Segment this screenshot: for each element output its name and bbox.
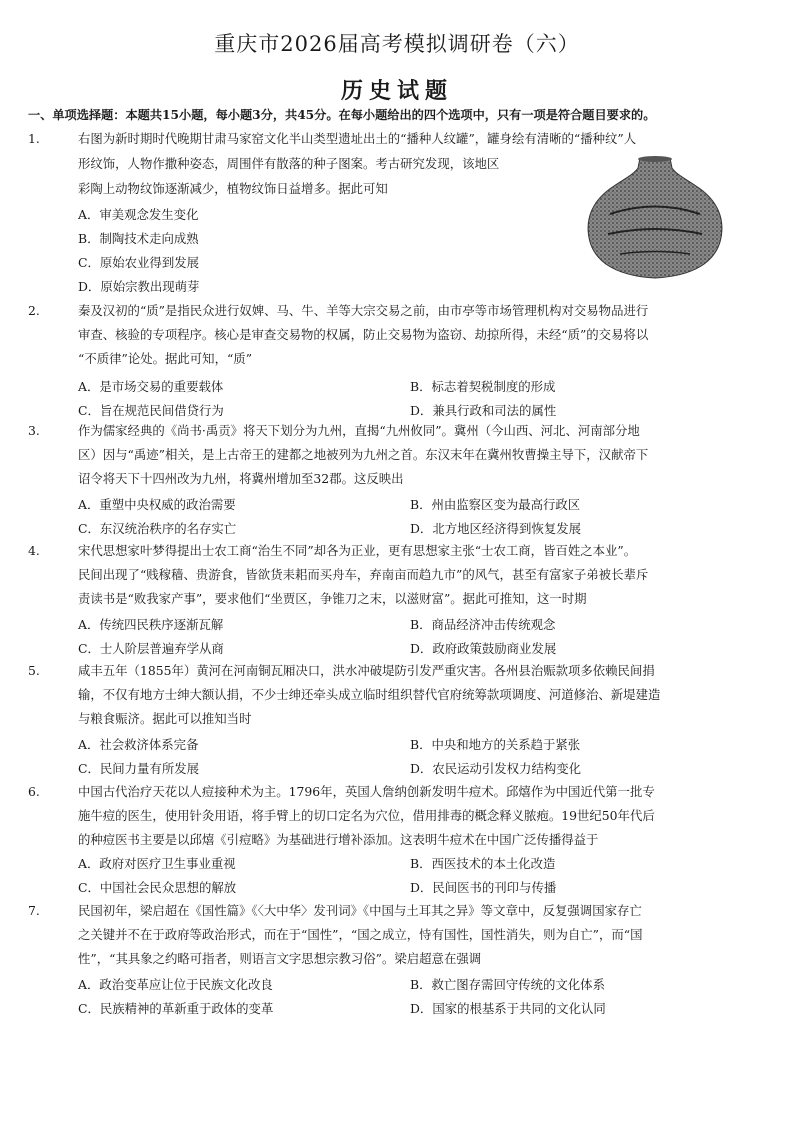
option-c[interactable]: C．东汉统治秩序的名存实亡: [78, 521, 237, 536]
option-a[interactable]: A．审美观念发生变化: [78, 207, 199, 222]
question-text-line: 区）因与“禹迹”相关，是上古帝王的建都之地被列为九州之首。东汉末年在冀州牧曹操主导下，汉献帝下: [78, 447, 649, 462]
question-text-line: 诏令将天下十四州改为九州，将冀州增加至32郡。这反映出: [78, 471, 404, 486]
question-3: [28, 419, 788, 535]
painted-pottery-jar-image: [580, 154, 730, 284]
question-6: [28, 780, 788, 896]
question-number: 2.: [28, 303, 40, 318]
question-text-line: 宋代思想家叶梦得提出士农工商“治生不同”却各为正业，更有思想家主张“士农工商，皆百姓之本业”。: [78, 543, 637, 558]
option-a[interactable]: A．传统四民秩序逐渐瓦解: [78, 617, 224, 632]
question-text-line: 审查、核验的专项程序。核心是审查交易物的权属，防止交易物为盗窃、劫掠所得，未经“质”的交易将以: [78, 327, 649, 342]
question-text-line: 秦及汉初的“质”是指民众进行奴婢、马、牛、羊等大宗交易之前，由市亭等市场管理机构对交易物品进行: [78, 303, 649, 318]
option-b[interactable]: B．州由监察区变为最高行政区: [410, 497, 581, 512]
option-a[interactable]: A．是市场交易的重要载体: [78, 379, 224, 394]
option-d[interactable]: D．农民运动引发权力结构变化: [410, 761, 582, 776]
option-d[interactable]: D．原始宗教出现萌芽: [78, 279, 200, 294]
question-text-line: 的种痘医书主要是以邱熺《引痘略》为基础进行增补添加。这表明牛痘术在中国广泛传播得益于: [78, 832, 599, 847]
option-c[interactable]: C．原始农业得到发展: [78, 255, 199, 270]
option-b[interactable]: B．中央和地方的关系趋于紧张: [410, 737, 581, 752]
option-b[interactable]: B．标志着契税制度的形成: [410, 379, 556, 394]
question-number: 6.: [28, 784, 40, 799]
question-number: 3.: [28, 423, 40, 438]
option-a[interactable]: A．社会救济体系完备: [78, 737, 199, 752]
section-heading: 一、单项选择题：本题共15小题，每小题3分，共45分。在每小题给出的四个选项中，只有一项是符合题目要求的。: [28, 108, 656, 122]
question-text-line: 民间出现了“贱稼穑、贵游食，皆欲货耒耜而买舟车，弃南亩而趋九市”的风气，甚至有富家子弟被长辈斥: [78, 567, 649, 582]
option-b[interactable]: B．西医技术的本土化改造: [410, 856, 556, 871]
option-d[interactable]: D．国家的根基系于共同的文化认同: [410, 1001, 606, 1016]
question-number: 1.: [28, 131, 40, 146]
subject-title: 历史试题: [340, 78, 453, 104]
option-c[interactable]: C．士人阶层普遍弃学从商: [78, 641, 224, 656]
option-c[interactable]: C．民族精神的革新重于政体的变革: [78, 1001, 274, 1016]
question-text-line: 中国古代治疗天花以人痘接种术为主。1796年，英国人詹纳创新发明牛痘术。邱熺作为中国近代第一批专: [78, 784, 655, 799]
option-d[interactable]: D．政府政策鼓励商业发展: [410, 641, 557, 656]
question-2: [28, 299, 788, 418]
question-text-line: 彩陶上动物纹饰逐渐减少，植物纹饰日益增多。据此可知: [78, 181, 388, 196]
question-text-line: 民国初年，梁启超在《国性篇》《〈大中华〉发刊词》《中国与土耳其之异》等文章中，反复强调国家存亡: [78, 903, 642, 918]
option-a[interactable]: A．重塑中央权威的政治需要: [78, 497, 236, 512]
question-text-line: 施牛痘的医生，使用针灸用语，将手臂上的切口定名为穴位，借用排毒的概念释义脓疱。19世纪50年代后: [78, 808, 655, 823]
question-number: 7.: [28, 903, 40, 918]
question-text-line: “不质律”论处。据此可知，“质”: [78, 351, 253, 366]
option-d[interactable]: D．民间医书的刊印与传播: [410, 880, 557, 895]
question-5: [28, 659, 788, 775]
option-c[interactable]: C．民间力量有所发展: [78, 761, 199, 776]
option-b[interactable]: B．救亡图存需回守传统的文化体系: [410, 977, 605, 992]
page-title: 重庆市2026届高考模拟调研卷（六）: [214, 32, 580, 56]
option-d[interactable]: D．兼具行政和司法的属性: [410, 403, 557, 418]
question-text-line: 输，不仅有地方士绅大额认捐，不少士绅还牵头成立临时组织替代官府统筹款项调度、河道修治、新堤建造: [78, 687, 661, 702]
question-text-line: 右图为新时期时代晚期甘肃马家窑文化半山类型遗址出土的“播种人纹罐”，罐身绘有清晰的“播种纹”人: [78, 131, 637, 146]
option-c[interactable]: C．旨在规范民间借贷行为: [78, 403, 224, 418]
question-text-line: 作为儒家经典的《尚书·禹贡》将天下划分为九州，直揭“九州攸同”。冀州（今山西、河北、河南部分地: [78, 423, 640, 438]
option-c[interactable]: C．中国社会民众思想的解放: [78, 880, 237, 895]
question-7: [28, 899, 788, 1019]
question-text-line: 咸丰五年（1855年）黄河在河南铜瓦厢决口，洪水冲破堤防引发严重灾害。各州县治赈款项多依赖民间捐: [78, 663, 655, 678]
question-text-line: 性”，“其具象之约略可指者，则语言文字思想宗教习俗”。梁启超意在强调: [78, 951, 482, 966]
option-b[interactable]: B．商品经济冲击传统观念: [410, 617, 556, 632]
question-4: [28, 539, 788, 655]
option-a[interactable]: A．政治变革应让位于民族文化改良: [78, 977, 273, 992]
question-text-line: 与粮食赈济。据此可以推知当时: [78, 711, 252, 726]
question-number: 4.: [28, 543, 40, 558]
option-b[interactable]: B．制陶技术走向成熟: [78, 231, 199, 246]
option-a[interactable]: A．政府对医疗卫生事业重视: [78, 856, 236, 871]
option-d[interactable]: D．北方地区经济得到恢复发展: [410, 521, 582, 536]
question-text-line: 责读书是“败我家产事”，要求他们“坐贾区，争锥刀之末，以滋财富”。据此可推知，这一时期: [78, 591, 587, 606]
question-text-line: 形纹饰，人物作撒种姿态，周围伴有散落的种子图案。考古研究发现，该地区: [78, 156, 500, 171]
question-number: 5.: [28, 663, 40, 678]
question-text-line: 之关键并不在于政府等政治形式，而在于“国性”，“国之成立，恃有国性，国性消失，则为自亡”，而“国: [78, 927, 643, 942]
